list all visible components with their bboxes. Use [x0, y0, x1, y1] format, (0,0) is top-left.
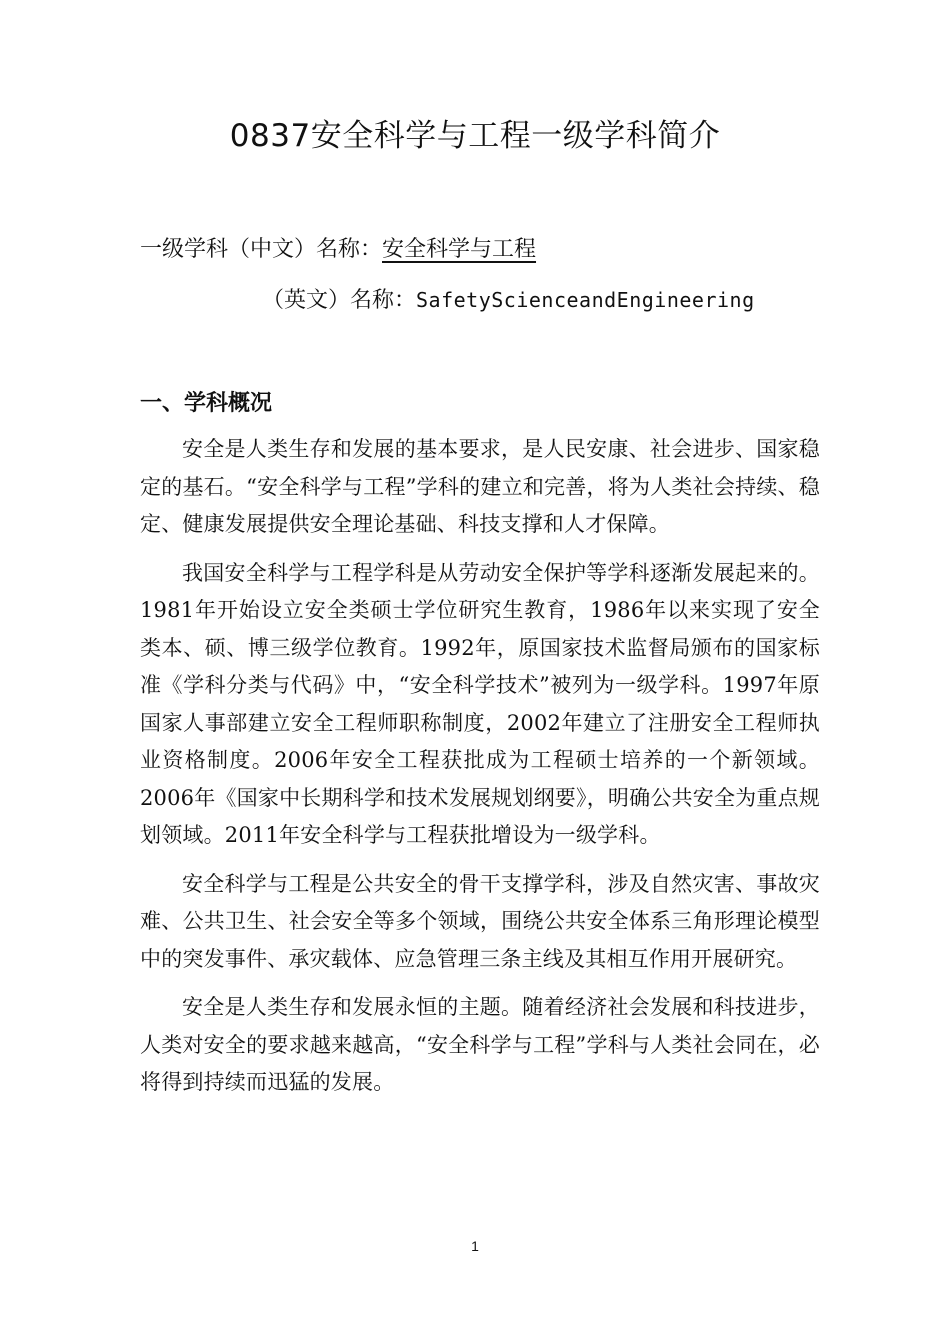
- section-body: [140, 431, 820, 1113]
- paragraph: 我国安全科学与工程学科是从劳动安全保护等学科逐渐发展起来的。1981年开始设立安全类硕士学位研究生教育，1986年以来实现了安全类本、硕、博三级学位教育。1992年，原国家技术监督局颁布的国家标准《学科分类与代码》中，“安全科学技术”被列为一级学科。1997年原国家人事部建立安全工程师职称制度，2002年建立了注册安全工程师执业资格制度。2006年安全工程获批成为工程硕士培养的一个新领域。2006年《国家中长期科学和技术发展规划纲要》，明确公共安全为重点规划领域。2011年安全科学与工程获批增设为一级学科。: [140, 560, 820, 847]
- paragraph: 安全科学与工程是公共安全的骨干支撑学科，涉及自然灾害、事故灾难、公共卫生、社会安全等多个领域，围绕公共安全体系三角形理论模型中的突发事件、承灾载体、应急管理三条主线及其相互作用开展研究。: [140, 871, 820, 971]
- discipline-name-english: [262, 283, 755, 314]
- name-cn-value: 安全科学与工程: [382, 237, 537, 262]
- name-en-value: SafetyScienceandEngineering: [416, 288, 755, 312]
- name-cn-label: 一级学科（中文）名称：: [140, 237, 383, 262]
- paragraph: 安全是人类生存和发展永恒的主题。随着经济社会发展和科技进步，人类对安全的要求越来越高，“安全科学与工程”学科与人类社会同在，必将得到持续而迅猛的发展。: [140, 995, 820, 1094]
- discipline-name-chinese: [140, 232, 536, 263]
- page-number: 1: [471, 1238, 479, 1254]
- section-heading-overview: 一、学科概况: [140, 391, 273, 416]
- document-title: 0837安全科学与工程一级学科简介: [229, 118, 721, 154]
- paragraph: 安全是人类生存和发展的基本要求，是人民安康、社会进步、国家稳定的基石。“安全科学与工程”学科的建立和完善，将为人类社会持续、稳定、健康发展提供安全理论基础、科技支撑和人才保障。: [140, 437, 820, 536]
- name-en-label: （英文）名称：: [262, 288, 417, 313]
